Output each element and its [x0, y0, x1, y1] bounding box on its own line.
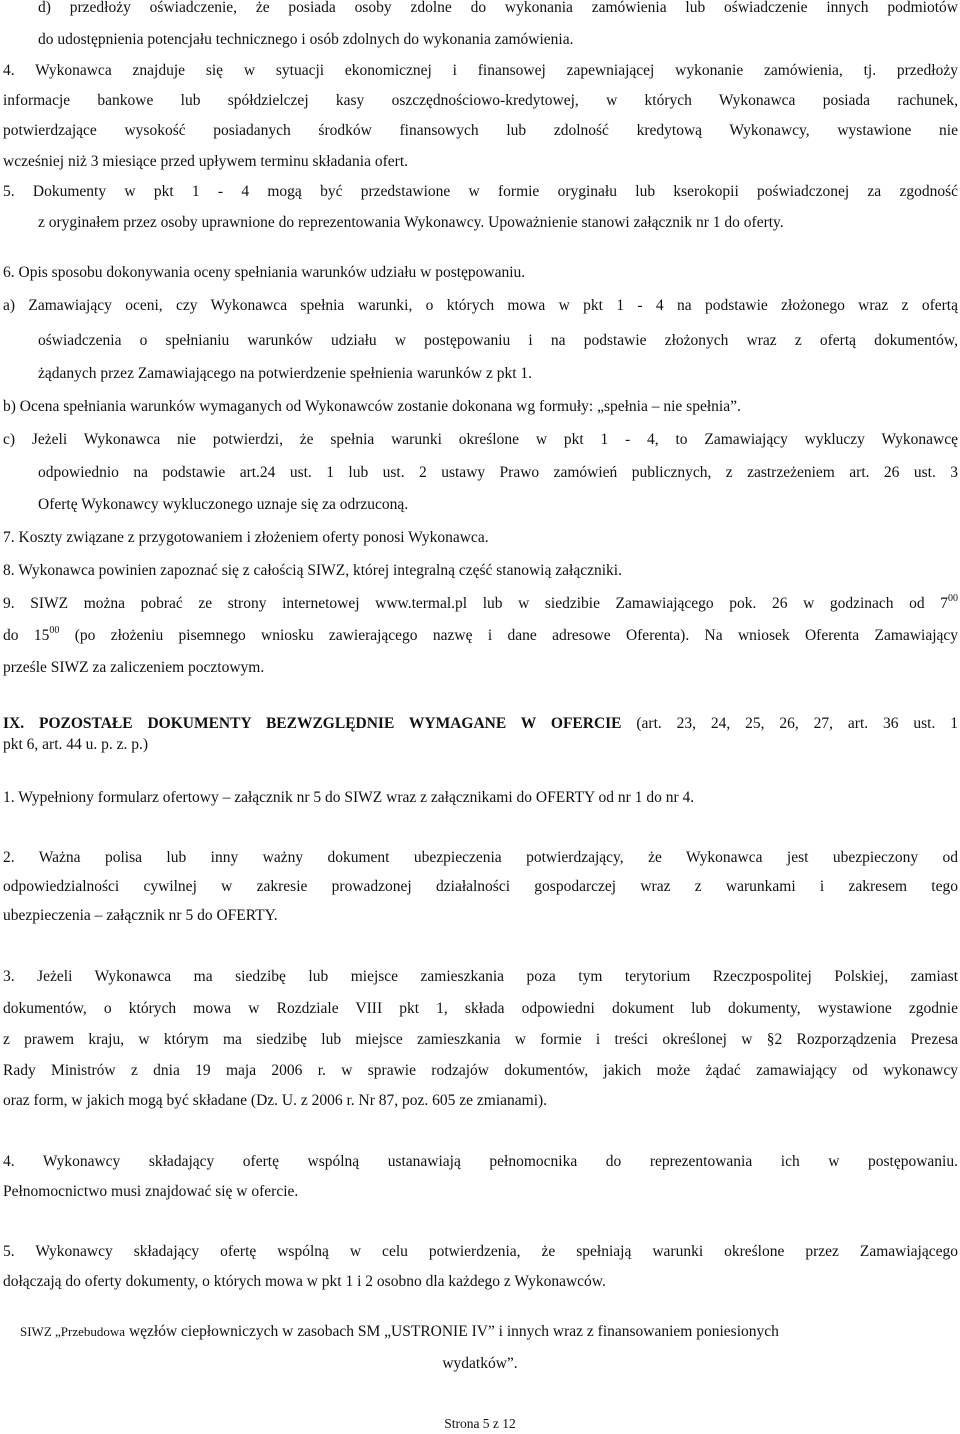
- item-9-superscript-2: 00: [49, 625, 60, 636]
- item-4-line-1: 4. Wykonawca znajduje się w sytuacji ekonomicznej i finansowej zapewniającej wykonanie zamówienia, tj. przedłoży: [3, 62, 958, 79]
- item-6b: b) Ocena spełniania warunków wymaganych od Wykonawców zostanie dokonana wg formuły: „spełnia – nie spełnia”.: [3, 398, 741, 415]
- item-6-heading: 6. Opis sposobu dokonywania oceny spełniania warunków udziału w postępowaniu.: [3, 264, 526, 281]
- item-9-line-2: [3, 626, 958, 646]
- item-6c-line-2: odpowiednio na podstawie art.24 ust. 1 lub ust. 2 ustawy Prawo zamówień publicznych, z zastrzeżeniem art. 26 ust. 3: [38, 464, 958, 481]
- section-ix-heading: IX. POZOSTAŁE DOKUMENTY BEZWZGLĘDNIE WYMAGANE W OFERCIE: [3, 715, 622, 732]
- ix-item-2-line-3: ubezpieczenia – załącznik nr 5 do OFERTY.: [3, 907, 278, 924]
- section-ix-line-2: pkt 6, art. 44 u. p. z. p.): [3, 736, 149, 753]
- item-8: 8. Wykonawca powinien zapoznać się z całością SIWZ, której integralną część stanowią załączniki.: [3, 562, 622, 579]
- item-6a-line-1: a) Zamawiający oceni, czy Wykonawca spełnia warunki, o których mowa w pkt 1 - 4 na podstawie złożonego wraz z ofertą: [3, 297, 958, 314]
- ix-item-3-line-3: z prawem kraju, w którym ma siedzibę lub miejsce zamieszkania w formie i treści określonej w §2 Rozporządzenia Prezesa: [3, 1031, 958, 1048]
- item-6a-line-2: oświadczenia o spełnianiu warunków udziału w postępowaniu i na podstawie złożonych wraz z ofertą dokumentów,: [38, 332, 958, 349]
- item-9-line-3: prześle SIWZ za zaliczeniem pocztowym.: [3, 659, 265, 676]
- ix-item-3-line-5: oraz form, w jakich mogą być składane (Dz. U. z 2006 r. Nr 87, poz. 605 ze zmianami).: [3, 1092, 548, 1109]
- item-d-line-1: d) przedłoży oświadczenie, że posiada osoby zdolne do wykonania zamówienia lub oświadczenie innych podmiotów: [38, 0, 958, 16]
- section-ix-legal-basis: (art. 23, 24, 25, 26, 27, art. 36 ust. 1: [621, 715, 958, 732]
- item-9-superscript: 00: [948, 593, 958, 604]
- item-5-line-1: 5. Dokumenty w pkt 1 - 4 mogą być przedstawione w formie oryginału lub kserokopii poświadczonej za zgodność: [3, 183, 958, 200]
- item-6c-line-1: c) Jeżeli Wykonawca nie potwierdzi, że spełnia warunki określone w pkt 1 - 4, to Zamawiający wykluczy Wykonawcę: [3, 431, 958, 448]
- item-d-line-2: do udostępnienia potencjału technicznego i osób zdolnych do wykonania zamówienia.: [38, 31, 574, 48]
- footer-siwz-rest: węzłów ciepłowniczych w zasobach SM „USTRONIE IV” i innych wraz z finansowaniem poniesionych: [125, 1323, 779, 1340]
- page-number: Strona 5 z 12: [444, 1416, 516, 1431]
- item-6c-line-3: Ofertę Wykonawcy wykluczonego uznaje się za odrzuconą.: [38, 496, 409, 513]
- ix-item-5-line-2: dołączają do oferty dokumenty, o których mowa w pkt 1 i 2 osobno dla każdego z Wykonawców.: [3, 1273, 606, 1290]
- ix-item-2-line-1: 2. Ważna polisa lub inny ważny dokument ubezpieczenia potwierdzający, że Wykonawca jest ubezpieczony od: [3, 849, 958, 866]
- item-9-text-start: do 15: [3, 627, 50, 644]
- item-6a-line-3: żądanych przez Zamawiającego na potwierdzenie spełnienia warunków z pkt 1.: [38, 365, 533, 382]
- item-5-line-2: z oryginałem przez osoby uprawnione do reprezentowania Wykonawcy. Upoważnienie stanowi załącznik nr 1 do oferty.: [38, 214, 784, 231]
- ix-item-1: 1. Wypełniony formularz ofertowy – załącznik nr 5 do SIWZ wraz z załącznikami do OFERTY od nr 1 do nr 4.: [3, 789, 695, 806]
- ix-item-2-line-2: odpowiedzialności cywilnej w zakresie prowadzonej działalności gospodarczej wraz z warunkami i zakresem tego: [3, 878, 958, 895]
- item-9-text-end: (po złożeniu pisemnego wniosku zawierającego nazwę i dane adresowe Oferenta). Na wniosek Oferenta Zamawiający: [59, 627, 959, 644]
- item-4-line-3: potwierdzające wysokość posiadanych środków finansowych lub zdolność kredytową Wykonawcy, wystawione nie: [3, 122, 958, 139]
- section-ix-line-1: [3, 714, 958, 734]
- item-4-line-2: informacje bankowe lub spółdzielczej kasy oszczędnościowo-kredytowej, w których Wykonawca posiada rachunek,: [3, 92, 958, 109]
- footer-siwz-title-line-1: [20, 1322, 940, 1342]
- item-9-text: 9. SIWZ można pobrać ze strony internetowej www.termal.pl lub w siedzibie Zamawiającego pok. 26 w godzinach od 7: [3, 595, 948, 612]
- ix-item-3-line-4: Rady Ministrów z dnia 19 maja 2006 r. w sprawie rodzajów dokumentów, jakich może żądać zamawiający od wykonawcy: [3, 1062, 958, 1079]
- ix-item-5-line-1: 5. Wykonawcy składający ofertę wspólną w celu potwierdzenia, że spełniają warunki określone przez Zamawiającego: [3, 1243, 958, 1260]
- footer-siwz-prefix: SIWZ „Przebudowa: [20, 1324, 126, 1339]
- item-4-line-4: wcześniej niż 3 miesiące przed upływem terminu składania ofert.: [3, 153, 408, 170]
- ix-item-3-line-1: 3. Jeżeli Wykonawca ma siedzibę lub miejsce zamieszkania poza tym terytorium Rzeczpospolitej Polskiej, zamiast: [3, 968, 958, 985]
- footer-siwz-title-line-2: wydatków”.: [442, 1355, 518, 1372]
- ix-item-4-line-2: Pełnomocnictwo musi znajdować się w ofercie.: [3, 1183, 299, 1200]
- ix-item-4-line-1: 4. Wykonawcy składający ofertę wspólną ustanawiają pełnomocnika do reprezentowania ich w postępowaniu.: [3, 1153, 958, 1170]
- item-7: 7. Koszty związane z przygotowaniem i złożeniem oferty ponosi Wykonawca.: [3, 529, 489, 546]
- item-9-line-1: [3, 594, 958, 614]
- ix-item-3-line-2: dokumentów, o których mowa w Rozdziale VIII pkt 1, składa odpowiedni dokument lub dokumenty, wystawione zgodnie: [3, 1000, 958, 1017]
